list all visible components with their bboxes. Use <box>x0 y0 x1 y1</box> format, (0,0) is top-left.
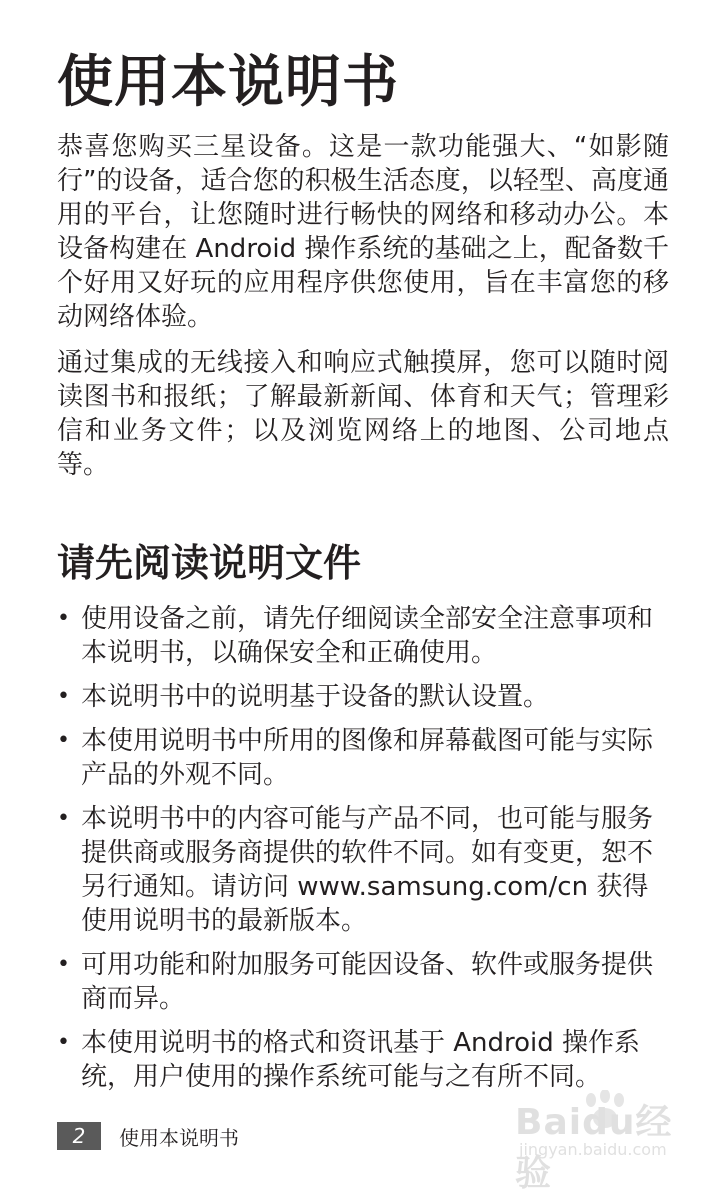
bullet-icon: • <box>57 1030 70 1055</box>
list-item-text: 使用设备之前，请先仔细阅读全部安全注意事项和本说明书，以确保安全和正确使用。 <box>81 604 654 668</box>
baidu-watermark <box>515 1090 705 1194</box>
list-item <box>57 680 669 714</box>
bullet-icon: • <box>57 806 70 831</box>
page-number: 2 <box>57 1122 101 1150</box>
page-title: 使用本说明书 <box>57 50 399 115</box>
intro-paragraph-1: 恭喜您购买三星设备。这是一款功能强大、“如影随行”的设备，适合您的积极生活态度，以轻型、高度通用的平台，让您随时进行畅快的网络和移动办公。本设备构建在 Android 操作系统的基础之上，配备数千个好用又好玩的应用程序供您使用，旨在丰富您的移动网络体验。 <box>57 132 669 332</box>
bullet-list <box>57 602 669 1094</box>
list-item <box>57 1026 669 1094</box>
page-footer <box>57 1122 239 1150</box>
list-item-text: 本使用说明书中所用的图像和屏幕截图可能与实际产品的外观不同。 <box>81 726 654 790</box>
section-title: 请先阅读说明文件 <box>57 541 362 585</box>
bullet-icon: • <box>57 684 70 709</box>
list-item-text: 本说明书中的内容可能与产品不同，也可能与服务提供商或服务商提供的软件不同。如有变更，恕不另行通知。请访问 www.samsung.com/cn 获得使用说明书的最新版本。 <box>81 804 654 936</box>
list-item <box>57 724 669 792</box>
list-item-text: 本说明书中的说明基于设备的默认设置。 <box>81 682 550 712</box>
bullet-icon: • <box>57 952 70 977</box>
bullet-icon: • <box>57 606 70 631</box>
intro-paragraph-2: 通过集成的无线接入和响应式触摸屏，您可以随时阅读图书和报纸；了解最新新闻、体育和天气；管理彩信和业务文件；以及浏览网络上的地图、公司地点等。 <box>57 348 669 480</box>
list-item <box>57 948 669 1016</box>
list-item-text: 本使用说明书的格式和资讯基于 Android 操作系统，用户使用的操作系统可能与之有所不同。 <box>81 1028 641 1092</box>
watermark-brand: Baidu经验 <box>515 1102 673 1194</box>
footer-section-title: 使用本说明书 <box>119 1125 239 1150</box>
list-item-text: 可用功能和附加服务可能因设备、软件或服务提供商而异。 <box>81 950 654 1014</box>
manual-page <box>57 44 669 1104</box>
bullet-icon: • <box>57 728 70 753</box>
list-item <box>57 602 669 670</box>
watermark-url: jingyan.baidu.com <box>519 1140 667 1159</box>
list-item <box>57 802 669 938</box>
